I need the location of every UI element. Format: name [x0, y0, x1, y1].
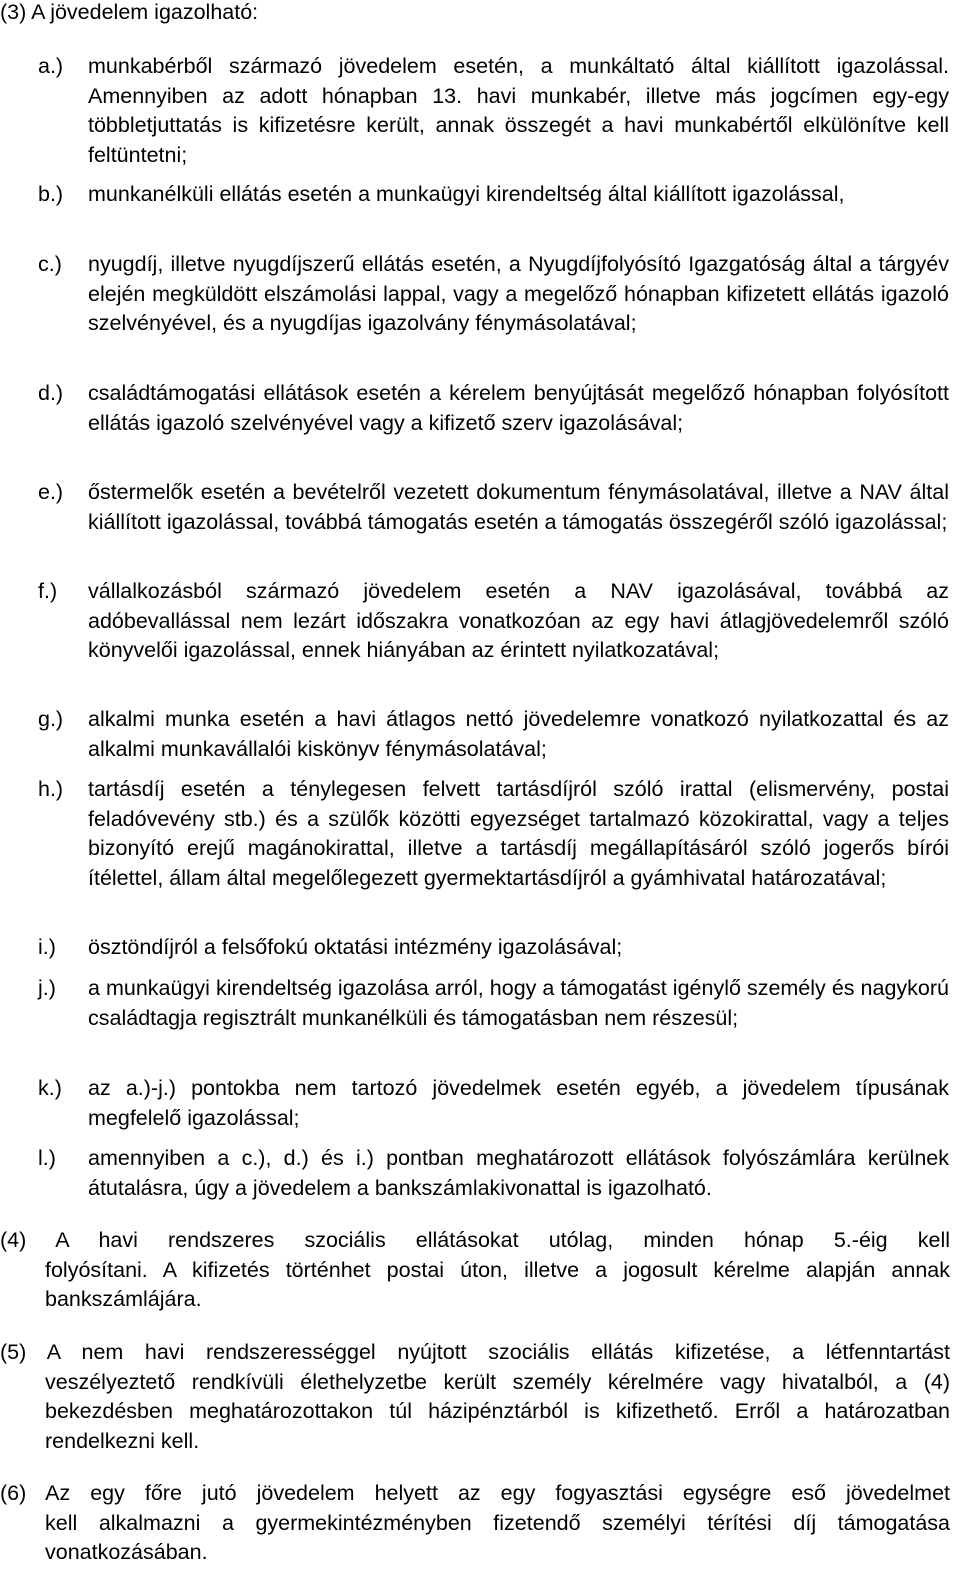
- item-label: j.): [38, 976, 56, 1000]
- section-5-first-line: (5) A nem havi rendszerességgel nyújtott szociális ellátás kifizetése, a létfenntartást: [0, 1340, 950, 1364]
- item-text: amennyiben a c.), d.) és i.) pontban meghatározott ellátások folyószámlára kerülnek átutalásra, úgy a jövedelem a bankszámlakivonattal is igazolható.: [88, 1146, 949, 1200]
- item-text: az a.)-j.) pontokba nem tartozó jövedelmek esetén egyéb, a jövedelem típusának megfelelő igazolással;: [88, 1076, 949, 1130]
- item-text: nyugdíj, illetve nyugdíjszerű ellátás esetén, a Nyugdíjfolyósító Igazgatóság által a tárgyév elején megküldött elszámolási lappal, vagy a megelőző hónapban kifizetett ellátás igazoló szelvényével, és a nyugdíjas igazolvány fénymásolatával;: [88, 252, 949, 335]
- item-label: e.): [38, 480, 64, 504]
- item-label: a.): [38, 54, 64, 78]
- item-text: őstermelők esetén a bevételről vezetett dokumentum fénymásolatával, illetve a NAV által kiállított igazolással, továbbá támogatás esetén a támogatás összegéről szóló igazolással;: [88, 480, 949, 534]
- item-label: d.): [38, 381, 64, 405]
- section-4-text: folyósítani. A kifizetés történhet postai úton, illetve a jogosult kérelme alapján annak bankszámlájára.: [45, 1257, 950, 1311]
- item-label: i.): [38, 935, 56, 959]
- section-4-first-line: (4) A havi rendszeres szociális ellátásokat utólag, minden hónap 5.-éig kell: [0, 1228, 950, 1252]
- item-text: munkabérből származó jövedelem esetén, a munkáltató által kiállított igazolással. Amennyiben az adott hónapban 13. havi munkabér, illetve más jogcímen egy-egy többletjuttatás is kifizetésre került, annak összegét a havi munkabértől elkülönítve kell feltüntetni;: [88, 54, 949, 167]
- section-5-text: veszélyeztető rendkívüli élethelyzetbe került személy kérelmére vagy hivatalból, a (4) bekezdésben meghatározottakon túl házipénztárból is kifizethető. Erről a határozatban rendelkezni kell.: [45, 1369, 950, 1453]
- section-6-text: kell alkalmazni a gyermekintézményben fizetendő személyi térítési díj támogatása vonatkozásában.: [45, 1510, 950, 1564]
- item-text: ösztöndíjról a felsőfokú oktatási intézmény igazolásával;: [88, 935, 623, 959]
- item-text: munkanélküli ellátás esetén a munkaügyi kirendeltség által kiállított igazolással,: [88, 182, 845, 206]
- item-label: g.): [38, 707, 64, 731]
- item-label: b.): [38, 182, 64, 206]
- item-label: k.): [38, 1076, 62, 1100]
- item-text: vállalkozásból származó jövedelem esetén a NAV igazolásával, továbbá az adóbevallással nem lezárt időszakra vonatkozóan az egy havi átlagjövedelemről szóló könyvelői igazolással, ennek hiányában az érintett nyilatkozatával;: [88, 579, 949, 662]
- item-text: a munkaügyi kirendeltség igazolása arról, hogy a támogatást igénylő személy és nagykorú családtagja regisztrált munkanélküli és támogatásban nem részesül;: [88, 976, 949, 1030]
- item-label: c.): [38, 252, 62, 276]
- item-label: f.): [38, 579, 58, 603]
- item-text: tartásdíj esetén a ténylegesen felvett tartásdíjról szóló irattal (elismervény, postai feladóvevény stb.) és a szülők közötti egyezséget tartalmazó közokirattal, vagy a teljes bizonyító erejű magánokirattal, illetve a tartásdíj megállapításáról szóló jogerős bírói ítélettel, állam által megelőlegezett gyermektartásdíjról a gyámhivatal határozatával;: [88, 777, 949, 890]
- section-3-heading: (3) A jövedelem igazolható:: [0, 0, 259, 24]
- item-label: h.): [38, 777, 64, 801]
- item-text: alkalmi munka esetén a havi átlagos nettó jövedelemre vonatkozó nyilatkozattal és az alkalmi munkavállalói kiskönyv fénymásolatával;: [88, 707, 949, 761]
- item-label: l.): [38, 1146, 56, 1170]
- item-text: családtámogatási ellátások esetén a kérelem benyújtását megelőző hónapban folyósított ellátás igazoló szelvényével vagy a kifizető szerv igazolásával;: [88, 381, 949, 435]
- section-6-first-line: (6) Az egy főre jutó jövedelem helyett az egy fogyasztási egységre eső jövedelmet: [0, 1481, 950, 1505]
